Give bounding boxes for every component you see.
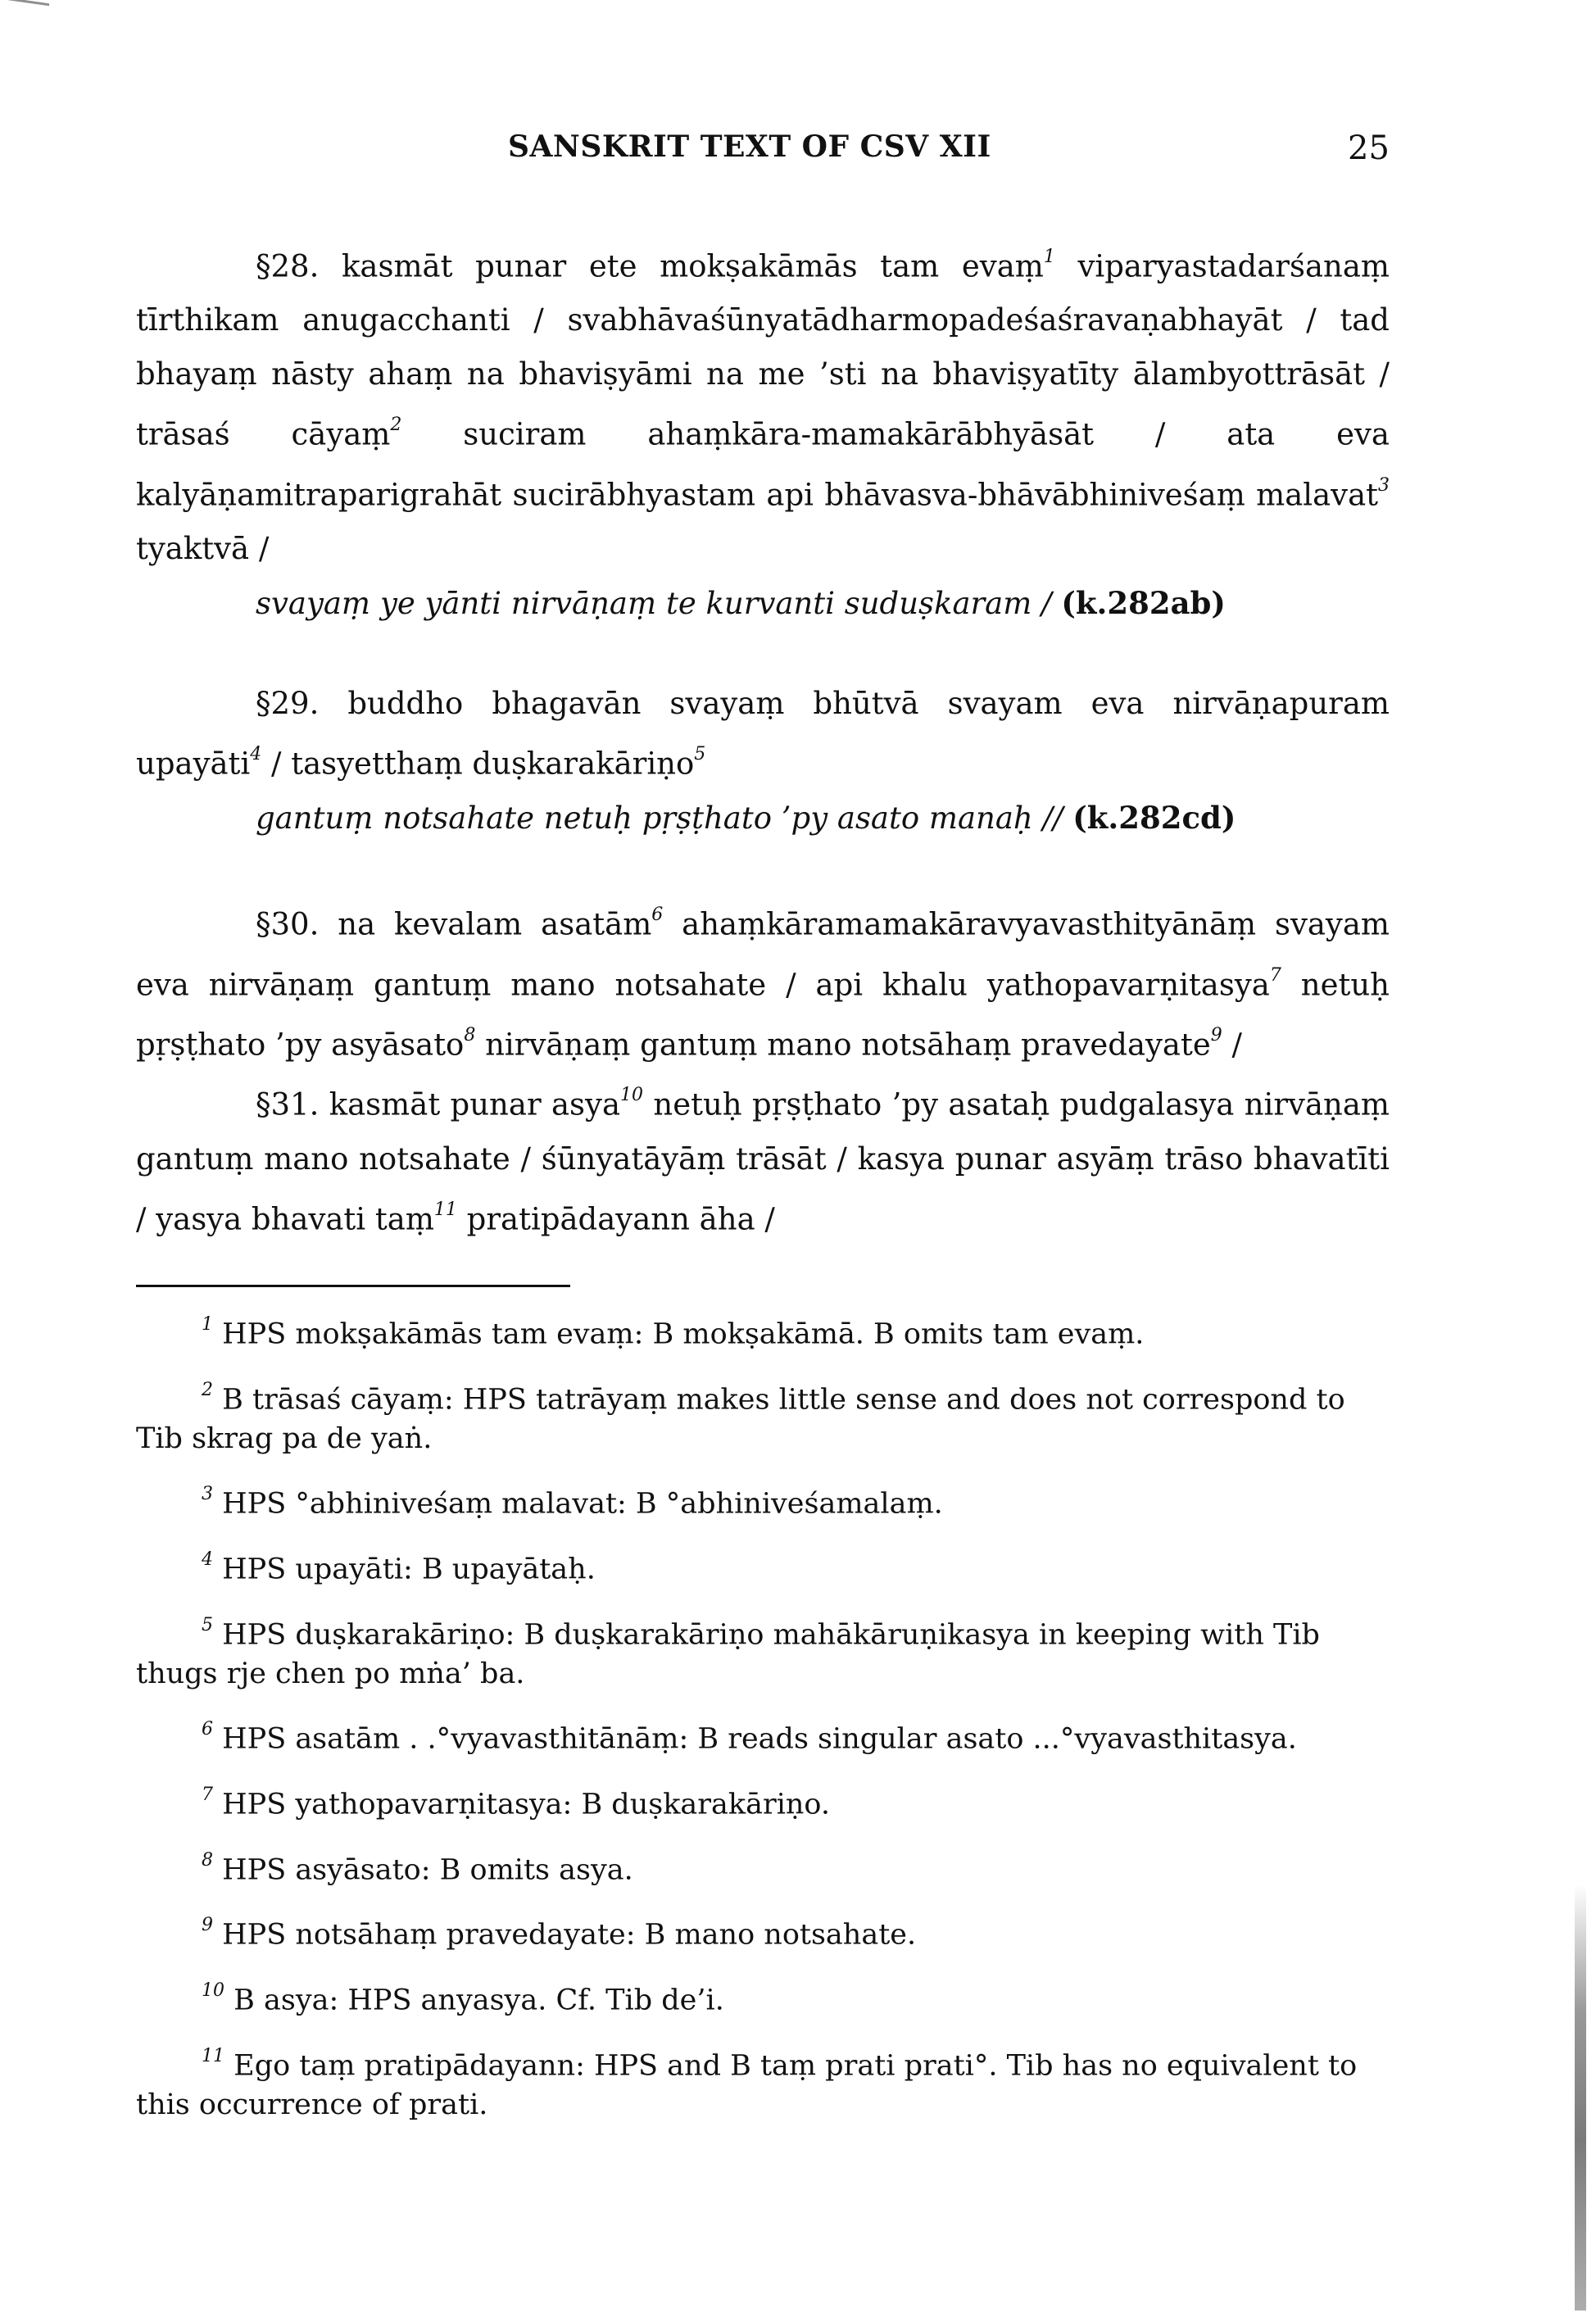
verse-text: gantuṃ notsahate netuḥ pṛṣṭhato ’py asato manaḥ // bbox=[256, 800, 1063, 837]
footnote-2: $^2$ B trāsaś cāyaṃ: HPS tatrāyaṃ makes little sense and does not correspond to Tib skrag pa de yaṅ. bbox=[136, 1379, 1345, 1456]
verse-reference: (k.282cd) bbox=[1072, 800, 1236, 837]
binding-shadow bbox=[1575, 1884, 1586, 2311]
footnote-ref[interactable]: 8 bbox=[464, 1024, 476, 1045]
footnote-ref[interactable]: 7 bbox=[1269, 964, 1281, 986]
section-number: §28. bbox=[256, 248, 320, 284]
footnote-rule bbox=[136, 1285, 570, 1287]
footnote-ref[interactable]: 10 bbox=[620, 1085, 644, 1106]
footnotes bbox=[136, 1308, 1390, 2144]
footnote-5: $^5$ HPS duṣkarakāriṇo: B duṣkarakāriṇo mahākāruṇikasya in keeping with Tib thugs rje chen po mṅa’ ba. bbox=[136, 1614, 1320, 1691]
footnote-6: $^6$ HPS asatām . .°vyavasthitānāṃ: B reads singular asato ...°vyavasthitasya. bbox=[202, 1719, 1297, 1756]
page-header bbox=[0, 129, 1596, 179]
footnote-ref[interactable]: 6 bbox=[651, 905, 664, 926]
footnote-10: $^{10}$ B asya: HPS anyasya. Cf. Tib de’i. bbox=[202, 1980, 724, 2017]
footnote-ref[interactable]: 9 bbox=[1210, 1024, 1222, 1045]
page-number: 25 bbox=[1348, 129, 1390, 167]
scan-corner-mark bbox=[0, 0, 49, 20]
section-number: §30. bbox=[256, 906, 320, 942]
footnote-ref[interactable]: 5 bbox=[694, 743, 706, 764]
footnote-11: $^{11}$ Ego taṃ pratipādayann: HPS and B taṃ prati prati°. Tib has no equivalent to this occurrence of prati. bbox=[136, 2045, 1358, 2122]
running-head: SANSKRIT TEXT OF CSV XII bbox=[508, 129, 991, 164]
footnote-4: $^4$ HPS upayāti: B upayātaḥ. bbox=[202, 1549, 596, 1586]
footnote-ref[interactable]: 1 bbox=[1043, 247, 1055, 267]
footnote-ref[interactable]: 3 bbox=[1378, 474, 1390, 496]
footnote-ref[interactable]: 4 bbox=[250, 743, 262, 764]
footnote-7: $^7$ HPS yathopavarṇitasya: B duṣkarakāriṇo. bbox=[202, 1784, 831, 1821]
verse-reference: (k.282ab) bbox=[1061, 584, 1226, 621]
main-text bbox=[136, 234, 1390, 1246]
paragraph-28: §28. kasmāt punar ete mokṣakāmās tam evaṃ$^1$ viparyastadarśanaṃ tīrthikam anugacchanti / svabhāvaśūnyatādharmopadeśaśravaṇabhayāt / tad bhayaṃ nāsty ahaṃ na bhaviṣyāmi na me ’sti na bhaviṣyatīty ālambyottrāsāt / trāsaś cāyaṃ$^2$ suciram ahaṃkāra-mamakārābhyāsāt / ata eva kalyāṇamitraparigrahāt sucirābhyastam api bhāvasva-bhāvābhiniveśaṃ malavat$^3$ tyaktvā / bbox=[136, 247, 1390, 566]
footnote-9: $^9$ HPS notsāhaṃ pravedayate: B mano notsahate. bbox=[202, 1915, 917, 1952]
verse-282cd bbox=[256, 791, 1390, 846]
verse-text: svayaṃ ye yānti nirvāṇaṃ te kurvanti suduṣkaram / bbox=[256, 585, 1052, 621]
paragraph-29: §29. buddho bhagavān svayaṃ bhūtvā svayam eva nirvāṇapuram upayāti$^4$ / tasyetthaṃ duṣkarakāriṇo$^5$ bbox=[136, 685, 1390, 782]
paragraph-31: §31. kasmāt punar asya$^{10}$ netuḥ pṛṣṭhato ’py asataḥ pudgalasya nirvāṇaṃ gantuṃ mano notsahate / śūnyatāyāṃ trāsāt / kasya punar asyāṃ trāso bhavatīti / yasya bhavati taṃ$^{11}$ pratipādayann āha / bbox=[136, 1085, 1390, 1236]
footnote-1: $^1$ HPS mokṣakāmās tam evaṃ: B mokṣakāmā. B omits tam evaṃ. bbox=[202, 1314, 1145, 1351]
footnote-8: $^8$ HPS asyāsato: B omits asya. bbox=[202, 1849, 633, 1887]
footnote-ref[interactable]: 2 bbox=[390, 415, 402, 436]
footnote-ref[interactable]: 11 bbox=[433, 1199, 457, 1220]
paragraph-30: §30. na kevalam asatām$^6$ ahaṃkāramamakāravyavasthityānāṃ svayam eva nirvāṇaṃ gantuṃ mano notsahate / api khalu yathopavarṇitasya$^7$ netuḥ pṛṣṭhato ’py asyāsato$^8$ nirvāṇaṃ gantuṃ mano notsāhaṃ pravedayate$^9$ / bbox=[136, 905, 1390, 1063]
verse-282ab bbox=[256, 576, 1390, 631]
footnote-3: $^3$ HPS °abhiniveśaṃ malavat: B °abhiniveśamalaṃ. bbox=[202, 1484, 943, 1521]
section-number: §31. bbox=[256, 1086, 320, 1122]
section-number: §29. bbox=[256, 685, 320, 721]
